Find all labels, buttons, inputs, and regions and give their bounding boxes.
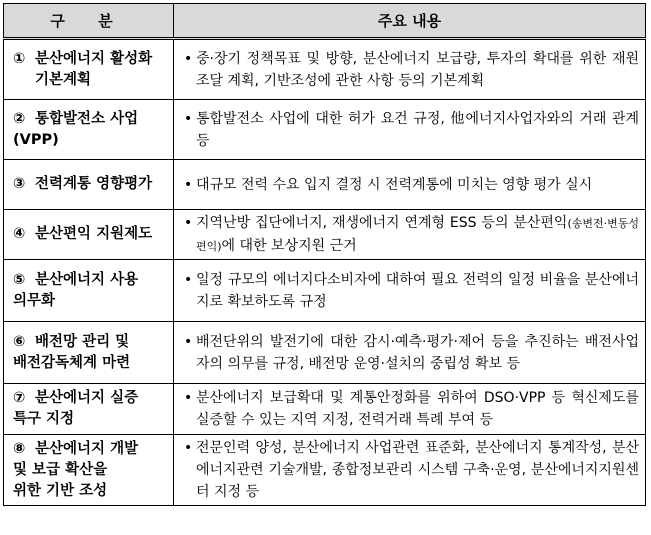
row-description xyxy=(174,210,646,260)
bullet: • xyxy=(184,110,193,127)
row-number: ① xyxy=(13,50,26,67)
policy-table-container xyxy=(3,3,646,506)
row-category-line1: 분산에너지 실증 xyxy=(35,390,139,406)
row-description-text: 대규모 전력 수요 입지 결정 시 전력계통에 미치는 영향 평가 실시 xyxy=(196,176,593,193)
bullet: • xyxy=(184,390,193,406)
header-content-label: 주요 내용 xyxy=(377,12,442,30)
table-row xyxy=(4,435,646,506)
table-row xyxy=(4,210,646,260)
row-description-text: 분산에너지 보급확대 및 계통안정화를 위하여 DSO·VPP 등 혁신제도를 실증할 수 있는 지역 지정, 전력거래 특례 부여 등 xyxy=(196,390,639,428)
table-row xyxy=(4,39,646,100)
table-row xyxy=(4,160,646,210)
table-row xyxy=(4,100,646,160)
header-category-label: 구 분 xyxy=(50,12,127,30)
bullet: • xyxy=(184,214,193,231)
row-category-line2: 및 보급 확산을 xyxy=(13,461,108,478)
row-number: ⑦ xyxy=(13,390,26,406)
row-category-line1: 배전망 관리 및 xyxy=(35,333,130,350)
bullet: • xyxy=(184,176,193,193)
header-category xyxy=(4,4,174,39)
row-description-text: 일정 규모의 에너지다소비자에 대하여 필요 전력의 일정 비율을 분산에너지로 확보하도록 규정 xyxy=(196,271,639,310)
row-category xyxy=(4,100,174,160)
table-row xyxy=(4,322,646,384)
row-description-text: 통합발전소 사업에 대한 허가 요건 규정, 他에너지사업자와의 거래 관계 등 xyxy=(196,110,639,149)
row-category xyxy=(4,384,174,435)
row-category xyxy=(4,322,174,384)
row-category xyxy=(4,435,174,506)
row-category-line3: 위한 기반 조성 xyxy=(13,482,108,499)
row-category-line1: 전력계통 영향평가 xyxy=(35,176,153,192)
row-category xyxy=(4,210,174,260)
row-description-tail: 에 대한 보상지원 근거 xyxy=(221,237,357,254)
table-row xyxy=(4,384,646,435)
row-category-line2: 특구 지정 xyxy=(13,411,75,427)
row-description xyxy=(174,384,646,435)
row-number: ⑧ xyxy=(13,440,26,457)
row-category-line2: (VPP) xyxy=(13,131,59,148)
row-description-note: (송변전·변동성 편익) xyxy=(196,216,639,253)
row-category xyxy=(4,260,174,322)
row-description xyxy=(174,39,646,100)
row-number: ② xyxy=(13,110,26,127)
row-category-line1: 분산에너지 사용 xyxy=(35,271,139,288)
row-description xyxy=(174,435,646,506)
bullet: • xyxy=(184,440,193,456)
row-description xyxy=(174,160,646,210)
row-category-line2: 배전감독체계 마련 xyxy=(13,354,131,371)
row-category-line1: 분산에너지 개발 xyxy=(35,440,139,457)
bullet: • xyxy=(184,333,193,350)
row-number: ⑤ xyxy=(13,271,26,288)
row-description xyxy=(174,322,646,384)
bullet: • xyxy=(184,271,193,288)
row-number: ④ xyxy=(13,226,26,242)
bullet: • xyxy=(184,50,193,67)
row-category xyxy=(4,39,174,100)
row-number: ⑥ xyxy=(13,333,26,350)
row-description xyxy=(174,260,646,322)
header-content xyxy=(174,4,646,39)
row-category-line1: 통합발전소 사업 xyxy=(35,110,139,127)
row-number: ③ xyxy=(13,176,26,192)
row-category-line2: 의무화 xyxy=(13,292,56,309)
row-category xyxy=(4,160,174,210)
row-category-line1: 분산편익 지원제도 xyxy=(35,226,153,242)
row-description-text: 지역난방 집단에너지, 재생에너지 연계형 ESS 등의 분산편익 xyxy=(196,214,568,231)
row-category-line1: 분산에너지 활성화 xyxy=(35,50,153,67)
policy-table xyxy=(3,3,646,506)
row-category-line2: 기본계획 xyxy=(35,71,92,88)
table-header-row xyxy=(4,4,646,39)
table-row xyxy=(4,260,646,322)
row-description xyxy=(174,100,646,160)
row-description-text: 중·장기 정책목표 및 방향, 분산에너지 보급량, 투자의 확대를 위한 재원조달 계획, 기반조성에 관한 사항 등의 기본계획 xyxy=(196,50,639,89)
row-description-text: 전문인력 양성, 분산에너지 사업관련 표준화, 분산에너지 통계작성, 분산에너지관련 기술개발, 종합정보관리 시스템 구축·운영, 분산에너지지원센터 지정 등 xyxy=(196,440,639,500)
row-description-text: 배전단위의 발전기에 대한 감시·예측·평가·제어 등을 추진하는 배전사업자의 의무를 규정, 배전망 운영·설치의 중립성 확보 등 xyxy=(196,333,639,372)
